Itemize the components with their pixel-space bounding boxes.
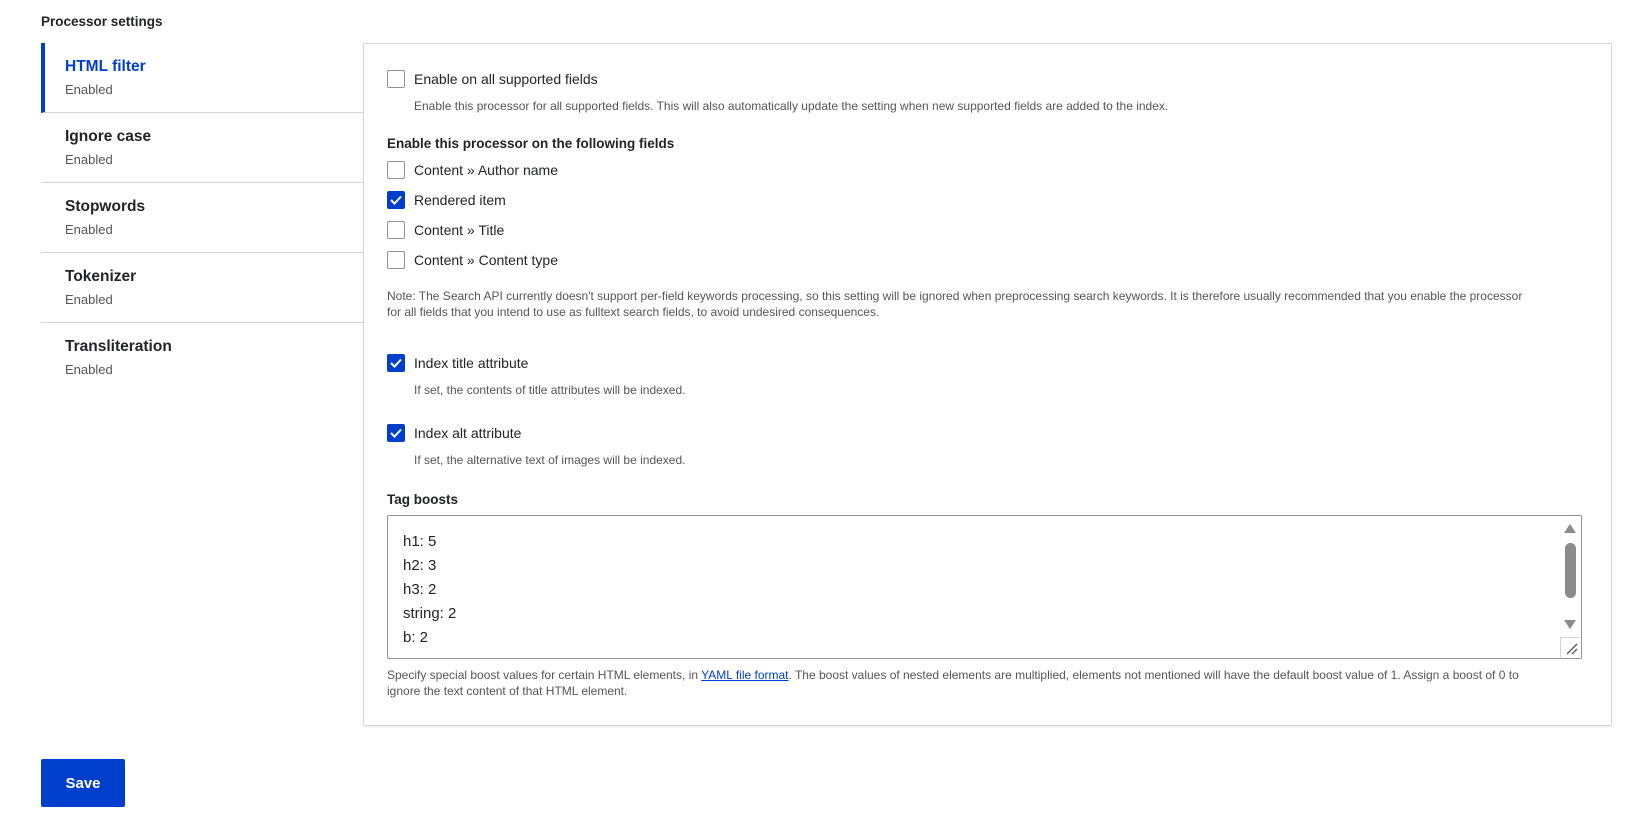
scroll-down-icon[interactable] bbox=[1564, 620, 1576, 629]
tab-tokenizer[interactable] bbox=[41, 253, 364, 323]
fields-note-line: Note: The Search API currently doesn't support per-field keywords processing, so this setting will be ignored when preprocessing search keywords. It is therefore usually recommended that you enable the processor bbox=[387, 289, 1523, 303]
field-author-name-checkbox[interactable] bbox=[387, 161, 405, 179]
alt-attr-label: Index alt attribute bbox=[414, 425, 522, 441]
tab-ignore-case[interactable] bbox=[41, 113, 364, 183]
tab-title: HTML filter bbox=[65, 58, 146, 75]
field-label: Rendered item bbox=[414, 192, 506, 208]
tab-title: Ignore case bbox=[65, 128, 152, 145]
field-title-checkbox[interactable] bbox=[387, 221, 405, 239]
title-attr-description: If set, the contents of title attributes will be indexed. bbox=[414, 383, 686, 397]
tab-title: Stopwords bbox=[65, 198, 146, 215]
tab-summary: Enabled bbox=[65, 152, 113, 167]
all-fields-description: Enable this processor for all supported fields. This will also automatically update the setting when new supported fields are added to the index. bbox=[414, 99, 1169, 113]
tag-boosts-help bbox=[387, 667, 1587, 699]
fields-heading: Enable this processor on the following fields bbox=[387, 136, 675, 151]
tab-title: Transliteration bbox=[65, 338, 172, 355]
section-title: Processor settings bbox=[41, 14, 163, 29]
tab-summary: Enabled bbox=[65, 82, 113, 97]
fields-note-line: for all fields that you intend to use as fulltext search fields, to avoid undesired consequences. bbox=[387, 305, 880, 319]
all-fields-checkbox[interactable] bbox=[387, 70, 405, 88]
tab-transliteration[interactable] bbox=[41, 323, 364, 393]
tag-boosts-help-line bbox=[387, 667, 1587, 683]
help-text: Specify special boost values for certain HTML elements, in bbox=[387, 668, 702, 682]
tab-summary: Enabled bbox=[65, 222, 113, 237]
field-label: Content » Author name bbox=[414, 162, 558, 178]
help-text: . The boost values of nested elements are multiplied, elements not mentioned will have the default boost value of 1. Assign a boost of 0 to bbox=[788, 668, 1519, 682]
tab-stopwords[interactable] bbox=[41, 183, 364, 253]
save-button[interactable]: Save bbox=[41, 759, 125, 807]
tag-boost-line: h1: 5 bbox=[403, 533, 437, 550]
title-attr-checkbox[interactable] bbox=[387, 354, 405, 372]
fields-note bbox=[387, 288, 1587, 320]
all-fields-label: Enable on all supported fields bbox=[414, 71, 598, 87]
tag-boosts-help-line: ignore the text content of that HTML element. bbox=[387, 684, 628, 698]
tag-boosts-textarea[interactable] bbox=[387, 515, 1582, 659]
field-row bbox=[387, 161, 558, 179]
tab-title: Tokenizer bbox=[65, 268, 137, 285]
field-row bbox=[387, 251, 558, 269]
field-label: Content » Title bbox=[414, 222, 505, 238]
tag-boost-line: h3: 2 bbox=[403, 581, 437, 598]
tag-boosts-label: Tag boosts bbox=[387, 492, 459, 507]
scroll-up-icon[interactable] bbox=[1564, 524, 1576, 533]
field-content-type-checkbox[interactable] bbox=[387, 251, 405, 269]
scrollbar-thumb[interactable] bbox=[1565, 543, 1576, 598]
tag-boost-line: b: 2 bbox=[403, 629, 429, 646]
title-attr-label: Index title attribute bbox=[414, 355, 529, 371]
yaml-format-link[interactable]: YAML file format bbox=[701, 668, 789, 682]
title-attr-row bbox=[387, 354, 528, 372]
tab-html-filter[interactable] bbox=[41, 43, 364, 113]
vertical-tabs-menu bbox=[41, 43, 364, 393]
field-label: Content » Content type bbox=[414, 252, 558, 268]
alt-attr-checkbox[interactable] bbox=[387, 424, 405, 442]
tag-boost-line: h2: 3 bbox=[403, 557, 437, 574]
alt-attr-row bbox=[387, 424, 521, 442]
field-rendered-item-checkbox[interactable] bbox=[387, 191, 405, 209]
tab-summary: Enabled bbox=[65, 292, 113, 307]
tab-summary: Enabled bbox=[65, 362, 113, 377]
all-fields-row bbox=[387, 70, 598, 88]
tag-boost-line: string: 2 bbox=[403, 605, 457, 622]
field-row bbox=[387, 221, 504, 239]
resize-handle-icon[interactable] bbox=[1560, 637, 1580, 657]
alt-attr-description: If set, the alternative text of images will be indexed. bbox=[414, 453, 686, 467]
tag-boosts-content bbox=[403, 530, 456, 650]
field-row bbox=[387, 191, 506, 209]
